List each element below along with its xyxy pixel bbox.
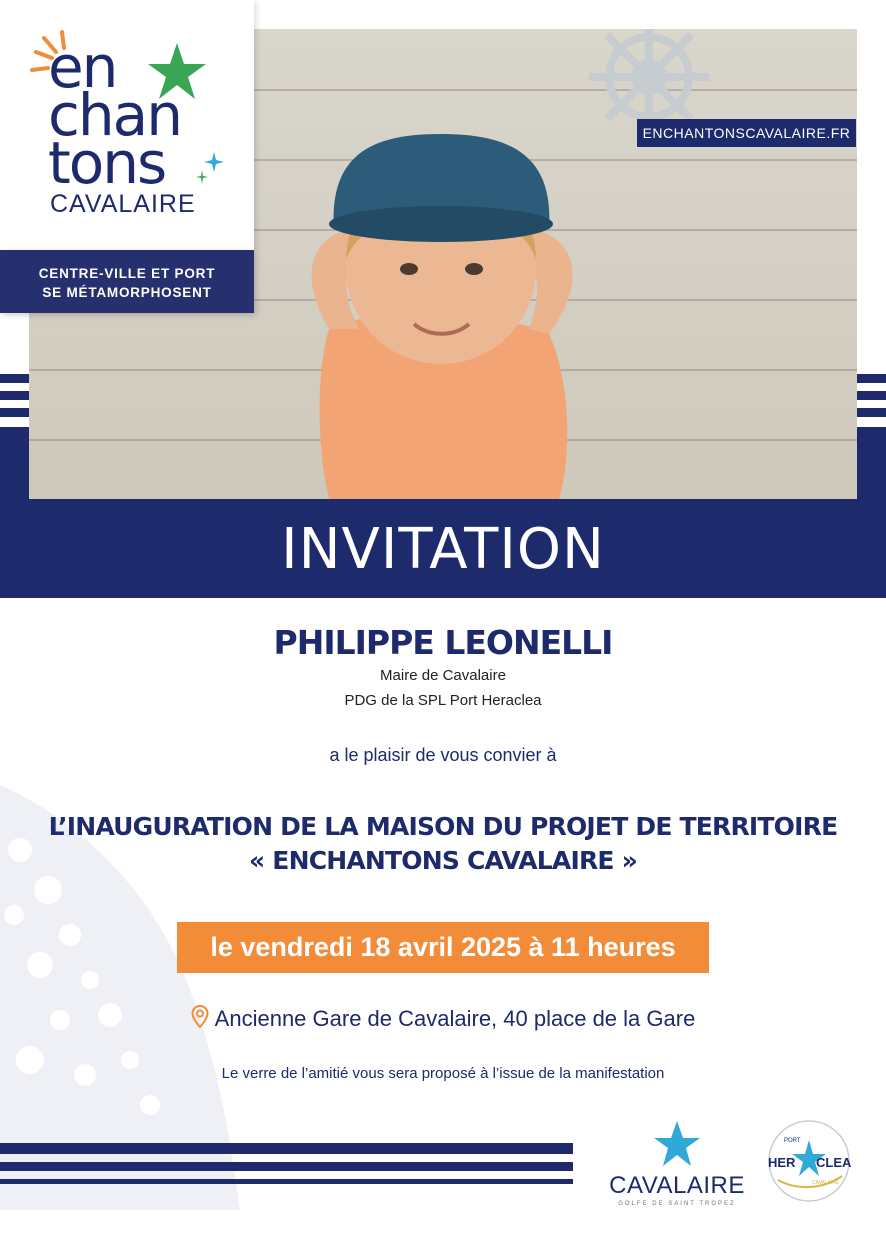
location-line [0,1005,886,1032]
starfish-watermark-icon [0,740,300,1210]
logo-word-tons: tons [48,129,166,197]
heraclea-port-label: PORT [784,1138,801,1144]
invitation-title: INVITATION [281,517,605,582]
cavalaire-logo [606,1118,748,1210]
host-role: Maire de Cavalaire [380,667,506,684]
heraclea-name-right: CLEA [816,1155,852,1170]
port-heraclea-logo [766,1118,852,1204]
blue-starfish-icon [652,1120,702,1170]
cavalaire-logo-subtitle: GOLFE DE SAINT TROPEZ [618,1201,736,1207]
logo-word-cavalaire: CAVALAIRE [50,190,196,218]
footer-note: Le verre de l’amitié vous sera proposé à l’issue de la manifestation [221,1065,665,1082]
logo-word-en: en [48,33,117,101]
host-role: PDG de la SPL Port Heraclea [344,692,542,709]
cavalaire-logo-name: CAVALAIRE [609,1172,745,1199]
host-name: PHILIPPE LEONELLI [273,623,613,662]
event-title-line2: « ENCHANTONS CAVALAIRE » [249,846,637,875]
stripe [0,1162,573,1171]
heraclea-name-left: HER [768,1155,796,1170]
location-text: Ancienne Gare de Cavalaire, 40 place de la Gare [214,1006,696,1031]
intro-text: a le plaisir de vous convier à [329,745,557,765]
heraclea-bottom-label: CAVALAIRE [812,1180,840,1186]
enchantons-logo [0,0,254,250]
tagline-line1: CENTRE-VILLE ET PORT [38,266,216,281]
location-pin-icon [191,1005,209,1029]
invitation-banner [0,499,886,598]
tagline-box [0,250,254,313]
tagline-line2: SE MÉTAMORPHOSENT [42,285,212,300]
date-badge [177,922,709,973]
date-text: le vendredi 18 avril 2025 à 11 heures [210,932,676,962]
website-badge[interactable]: ENCHANTONSCAVALAIRE.FR [637,119,856,147]
stripe [0,1143,573,1154]
sparkle-icon [196,152,224,186]
event-title-line1: L’INAUGURATION DE LA MAISON DU PROJET DE TERRITOIRE [48,812,838,841]
logo-word-chan: chan [48,81,181,149]
stripe [0,1179,573,1184]
